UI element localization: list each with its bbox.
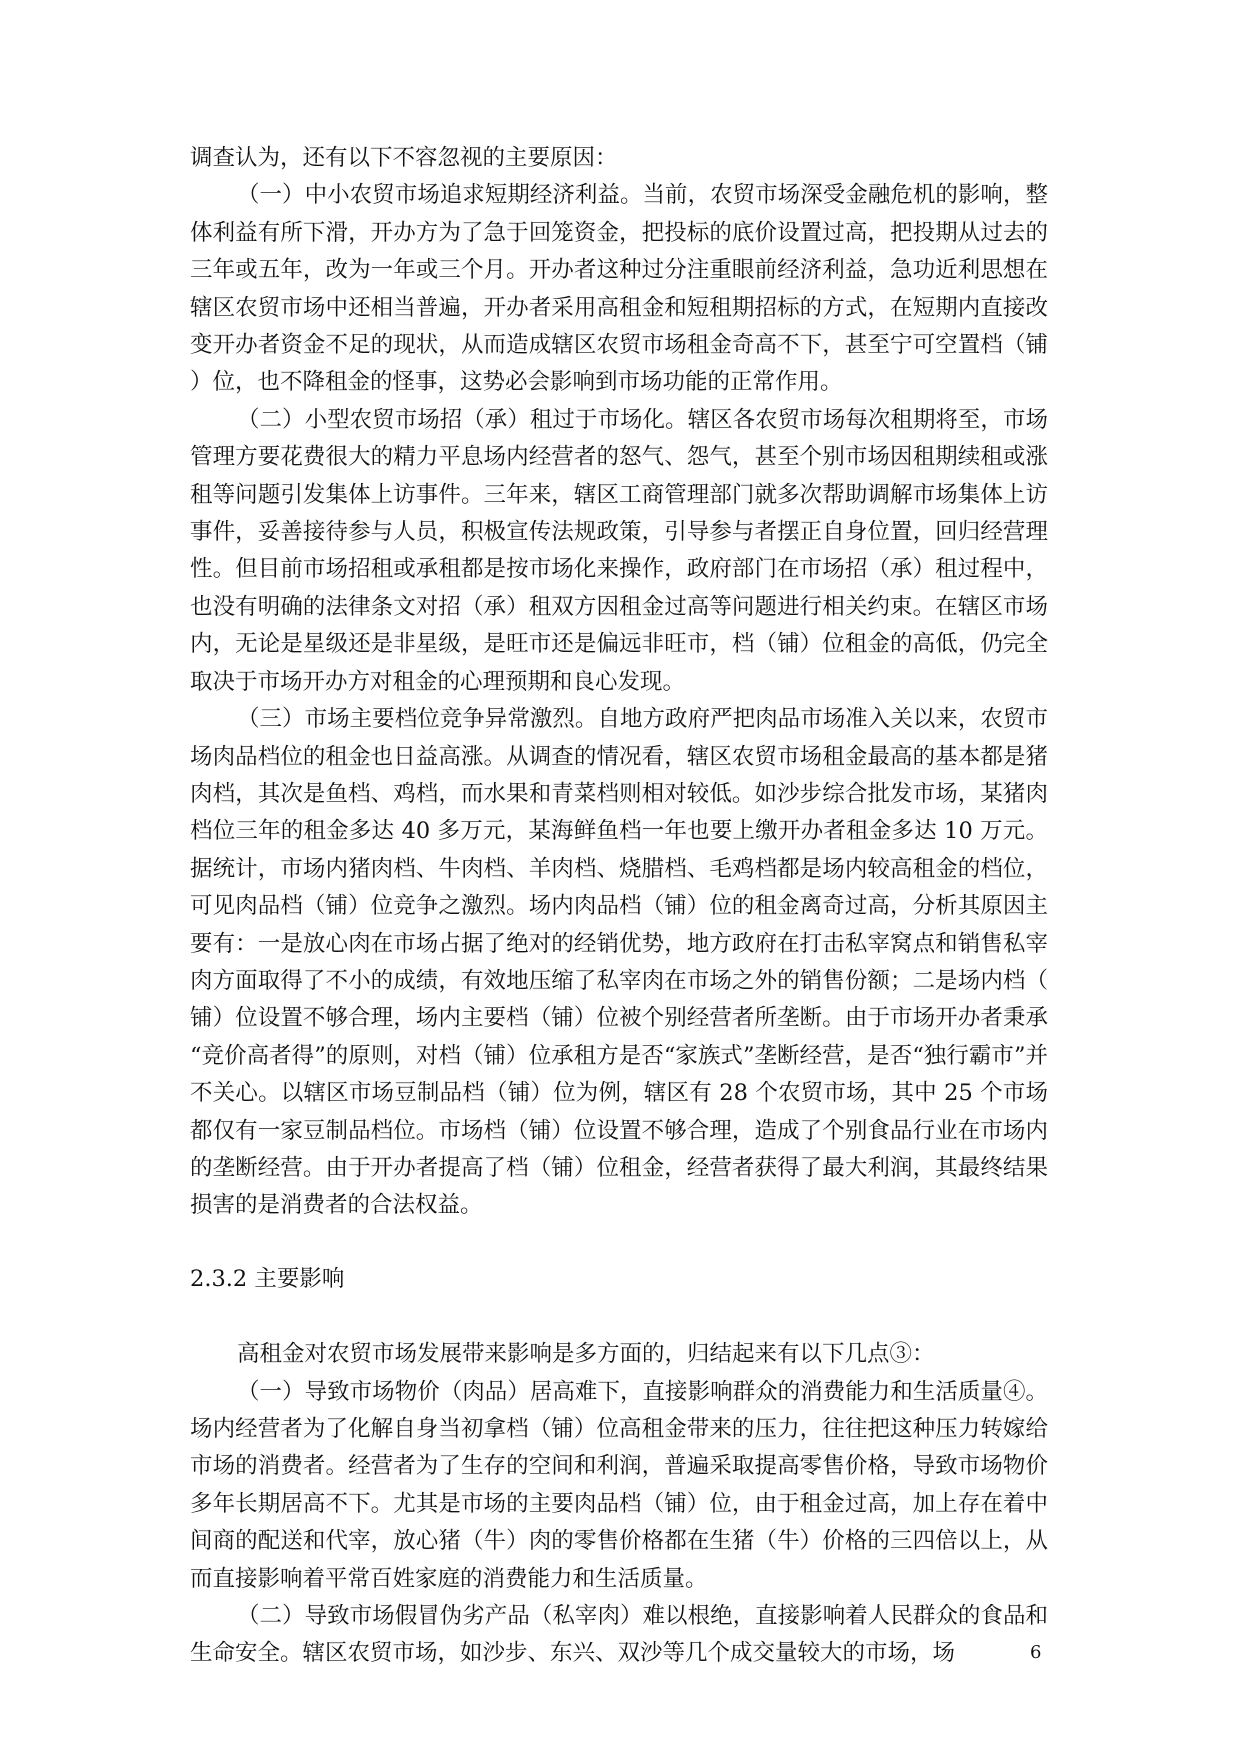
section-heading: 2.3.2 主要影响 [190,1265,345,1292]
paragraph-reason-2: （二）小型农贸市场招（承）租过于市场化。辖区各农贸市场每次租期将至，市场管理方要花费很大的精力平息场内经营者的怒气、怨气，甚至个别市场因租期续租或涨租等问题引发集体上访事件。三年来，辖区工商管理部门就多次帮助调解市场集体上访事件，妥善接待参与人员，积极宣传法规政策，引导参与者摆正自身位置，回归经营理性。但目前市场招租或承租都是按市场化来操作，政府部门在市场招（承）租过程中，也没有明确的法律条文对招（承）租双方因租金过高等问题进行相关约束。在辖区市场内，无论是星级还是非星级，是旺市还是偏远非旺市，档（铺）位租金的高低，仍完全取决于市场开办方对租金的心理预期和良心发现。 [190,406,1048,695]
paragraph-impact-intro: 高租金对农贸市场发展带来影响是多方面的，归结起来有以下几点③： [237,1341,935,1368]
paragraph-impact-2: （二）导致市场假冒伪劣产品（私宰肉）难以根绝，直接影响着人民群众的食品和生命安全。辖区农贸市场，如沙步、东兴、双沙等几个成交量较大的市场，场 [190,1603,1048,1667]
paragraph-reason-3: （三）市场主要档位竞争异常激烈。自地方政府严把肉品市场准入关以来，农贸市场肉品档位的租金也日益高涨。从调查的情况看，辖区农贸市场租金最高的基本都是猪肉档，其次是鱼档、鸡档，而水果和青菜档则相对较低。如沙步综合批发市场，某猪肉档位三年的租金多达 40 多万元，某海鲜鱼档一年也要上缴开办者租金多达 10 万元。据统计，市场内猪肉档、牛肉档、羊肉档、烧腊档、毛鸡档都是场内较高租金的档位，可见肉品档（铺）位竞争之激烈。场内肉品档（铺）位的租金离奇过高，分析其原因主要有：一是放心肉在市场占据了绝对的经销优势，地方政府在打击私宰窝点和销售私宰肉方面取得了不小的成绩，有效地压缩了私宰肉在市场之外的销售份额；二是场内档（铺）位设置不够合理，场内主要档（铺）位被个别经营者所垄断。由于市场开办者秉承“竞价高者得”的原则，对档（铺）位承租方是否“家族式”垄断经营，是否“独行霸市”并不关心。以辖区市场豆制品档（铺）位为例，辖区有 28 个农贸市场，其中 25 个市场都仅有一家豆制品档位。市场档（铺）位设置不够合理，造成了个别食品行业在市场内的垄断经营。由于开办者提高了档（铺）位租金，经营者获得了最大利润，其最终结果损害的是消费者的合法权益。 [190,706,1048,1219]
paragraph-reason-1: （一）中小农贸市场追求短期经济利益。当前，农贸市场深受金融危机的影响，整体利益有所下滑，开办方为了急于回笼资金，把投标的底价设置过高，把投期从过去的三年或五年，改为一年或三个月。开办者这种过分注重眼前经济利益，急功近利思想在辖区农贸市场中还相当普遍，开办者采用高租金和短租期招标的方式，在短期内直接改变开办者资金不足的现状，从而造成辖区农贸市场租金奇高不下，甚至宁可空置档（铺）位，也不降租金的怪事，这势必会影响到市场功能的正常作用。 [190,182,1048,396]
paragraph-impact-1: （一）导致市场物价（肉品）居高难下，直接影响群众的消费能力和生活质量④。场内经营者为了化解自身当初拿档（铺）位高租金带来的压力，往往把这种压力转嫁给市场的消费者。经营者为了生存的空间和利润，普遍采取提高零售价格，导致市场物价多年长期居高不下。尤其是市场的主要肉品档（铺）位，由于租金过高，加上存在着中间商的配送和代宰，放心猪（牛）肉的零售价格都在生猪（牛）价格的三四倍以上，从而直接影响着平常百姓家庭的消费能力和生活质量。 [190,1378,1048,1592]
document-body [190,140,1048,1673]
paragraph-intro: 调查认为，还有以下不容忽视的主要原因： [190,145,618,171]
page-number: 6 [1030,1642,1042,1663]
